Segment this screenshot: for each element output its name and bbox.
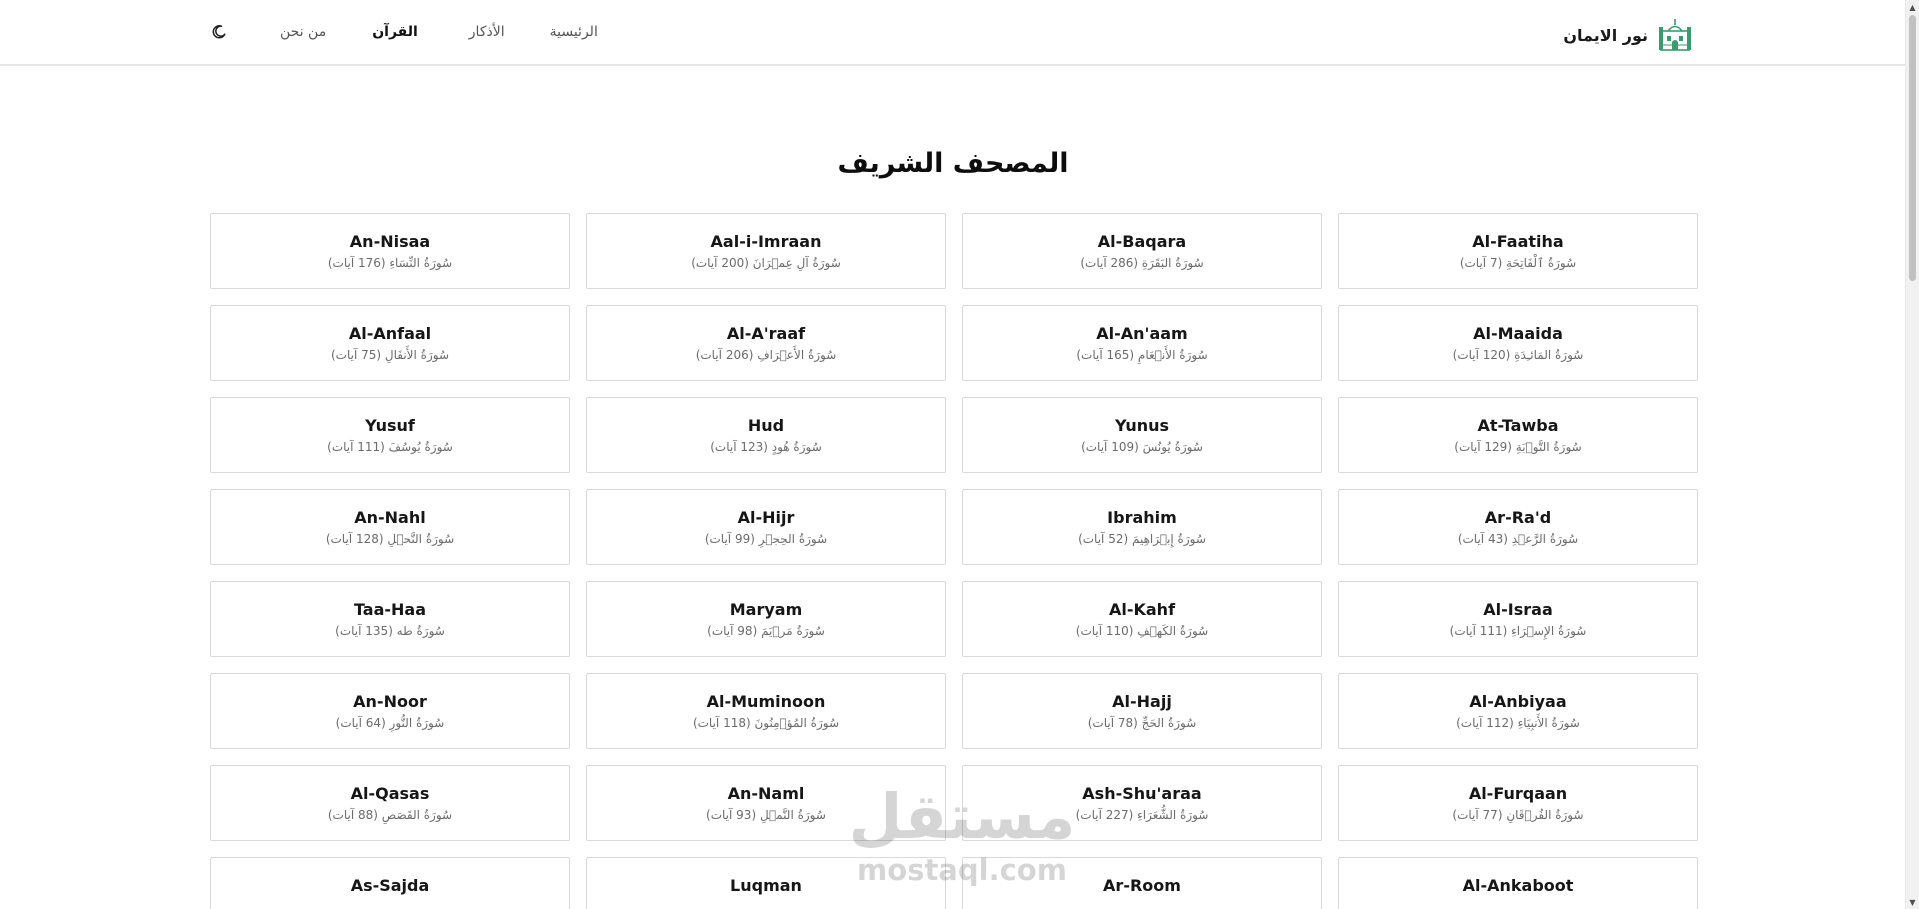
surah-card[interactable]: [1338, 673, 1698, 749]
surah-name: Yunus: [1114, 416, 1170, 435]
surah-name: Yusuf: [365, 416, 415, 435]
surah-name: An-Nahl: [354, 508, 426, 527]
surah-verse-count: سُورَةُ الأَنبِيَاءِ (112 آيات): [1456, 716, 1580, 730]
surah-name: As-Sajda: [350, 876, 430, 895]
surah-verse-count: سُورَةُ التَّوۡبَةِ (129 آيات): [1454, 440, 1582, 454]
surah-card[interactable]: [210, 765, 570, 841]
surah-verse-count: سُورَةُ يُونُسَ (109 آيات): [1081, 440, 1203, 454]
surah-name: Al-Anfaal: [348, 324, 432, 343]
surah-card[interactable]: [962, 213, 1322, 289]
surah-verse-count: سُورَةُ النُّورِ (64 آيات): [335, 716, 445, 730]
surah-card[interactable]: [962, 673, 1322, 749]
surah-verse-count: سُورَةُ آلِ عِمۡرَانَ (200 آيات): [691, 256, 841, 270]
page-scrollbar[interactable]: [1905, 0, 1919, 909]
surah-name: An-Nisaa: [349, 232, 431, 251]
surah-name: Luqman: [730, 876, 802, 895]
surah-card[interactable]: [1338, 489, 1698, 565]
surah-verse-count: سُورَةُ الحَجِّ (78 آيات): [1087, 716, 1197, 730]
surah-verse-count: سُورَةُ الأَنفَالِ (75 آيات): [330, 348, 449, 362]
surah-card[interactable]: [210, 397, 570, 473]
surah-name: Al-A'raaf: [726, 324, 806, 343]
main-nav: [208, 20, 598, 44]
surah-verse-count: سُورَةُ الأَعۡرَافِ (206 آيات): [695, 348, 837, 362]
surah-card[interactable]: [962, 581, 1322, 657]
surah-verse-count: سُورَةُ الشُّعَرَاءِ (227 آيات): [1075, 808, 1209, 822]
nav-link-about[interactable]: من نحن: [280, 24, 327, 40]
nav-link-quran[interactable]: القرآن: [372, 24, 418, 40]
surah-name: An-Naml: [727, 784, 805, 803]
surah-name: Al-Muminoon: [706, 692, 826, 711]
mosque-icon: [1658, 18, 1692, 52]
triangle-up-icon[interactable]: ▲: [1909, 2, 1916, 12]
surah-card[interactable]: [586, 489, 946, 565]
surah-grid: [209, 213, 1698, 909]
surah-verse-count: سُورَةُ المُؤۡمِنُونَ (118 آيات): [692, 716, 840, 730]
surah-verse-count: سُورَةُ النَّحۡلِ (128 آيات): [325, 532, 455, 546]
surah-card[interactable]: [210, 673, 570, 749]
surah-verse-count: سُورَةُ الحِجۡرِ (99 آيات): [704, 532, 828, 546]
surah-card[interactable]: [586, 581, 946, 657]
surah-card[interactable]: [1338, 765, 1698, 841]
surah-verse-count: سُورَةُ النِّسَاءِ (176 آيات): [327, 256, 453, 270]
surah-verse-count: سُورَةُ طه (135 آيات): [335, 624, 445, 638]
surah-name: At-Tawba: [1477, 416, 1559, 435]
surah-card[interactable]: [586, 857, 946, 909]
surah-card[interactable]: [962, 489, 1322, 565]
surah-card[interactable]: [962, 765, 1322, 841]
surah-card[interactable]: [210, 489, 570, 565]
surah-name: Al-Qasas: [350, 784, 430, 803]
surah-card[interactable]: [586, 765, 946, 841]
surah-verse-count: سُورَةُ النَّمۡلِ (93 آيات): [706, 808, 826, 822]
surah-name: Al-Maaida: [1473, 324, 1563, 343]
brand[interactable]: [1563, 18, 1692, 52]
surah-card[interactable]: [586, 397, 946, 473]
surah-name: Al-Anbiyaa: [1469, 692, 1567, 711]
surah-name: Al-Israa: [1483, 600, 1553, 619]
surah-name: Al-Hijr: [737, 508, 795, 527]
surah-card[interactable]: [586, 305, 946, 381]
surah-card[interactable]: [1338, 581, 1698, 657]
surah-name: Ar-Room: [1103, 876, 1181, 895]
triangle-down-icon[interactable]: ▼: [1909, 897, 1916, 907]
page-title: المصحف الشريف: [837, 148, 1069, 179]
surah-name: Hud: [747, 416, 785, 435]
surah-card[interactable]: [210, 213, 570, 289]
surah-verse-count: سُورَةُ المَائـِدَةِ (120 آيات): [1452, 348, 1584, 362]
surah-card[interactable]: [1338, 213, 1698, 289]
surah-verse-count: سُورَةُ الإِسۡرَاءِ (111 آيات): [1449, 624, 1587, 638]
surah-card[interactable]: [1338, 397, 1698, 473]
surah-verse-count: سُورَةُ ٱلْفَاتِحَةِ (7 آيات): [1459, 256, 1577, 270]
surah-verse-count: سُورَةُ إِبۡرَاهِيمَ (52 آيات): [1078, 532, 1206, 546]
surah-verse-count: سُورَةُ الكَهۡفِ (110 آيات): [1075, 624, 1209, 638]
surah-name: Al-Kahf: [1108, 600, 1176, 619]
surah-name: Ash-Shu'araa: [1082, 784, 1202, 803]
top-navbar: [0, 0, 1906, 66]
surah-name: Al-An'aam: [1096, 324, 1188, 343]
surah-verse-count: سُورَةُ يُوسُفَ (111 آيات): [327, 440, 453, 454]
surah-verse-count: سُورَةُ الأَنۡعَامِ (165 آيات): [1076, 348, 1208, 362]
surah-verse-count: سُورَةُ الفُرۡقَانِ (77 آيات): [1452, 808, 1584, 822]
surah-name: Al-Hajj: [1112, 692, 1172, 711]
surah-verse-count: سُورَةُ الرَّعۡدِ (43 آيات): [1457, 532, 1579, 546]
brand-name: نور الايمان: [1563, 25, 1648, 45]
surah-card[interactable]: [1338, 305, 1698, 381]
surah-name: Al-Baqara: [1097, 232, 1187, 251]
surah-name: Taa-Haa: [353, 600, 427, 619]
scrollbar-thumb[interactable]: [1909, 15, 1916, 281]
surah-name: An-Noor: [353, 692, 427, 711]
surah-name: Al-Ankaboot: [1462, 876, 1574, 895]
surah-name: Al-Furqaan: [1468, 784, 1568, 803]
surah-verse-count: سُورَةُ القَصَصِ (88 آيات): [327, 808, 453, 822]
moon-icon: [211, 24, 227, 40]
surah-card[interactable]: [586, 213, 946, 289]
surah-name: Ar-Ra'd: [1484, 508, 1552, 527]
surah-name: Maryam: [729, 600, 803, 619]
surah-verse-count: سُورَةُ هُودٍ (123 آيات): [710, 440, 822, 454]
surah-verse-count: سُورَةُ البَقَرَةِ (286 آيات): [1080, 256, 1204, 270]
surah-card[interactable]: [210, 857, 570, 909]
surah-card[interactable]: [962, 397, 1322, 473]
surah-verse-count: سُورَةُ مَرۡيَمَ (98 آيات): [707, 624, 825, 638]
surah-name: Al-Faatiha: [1472, 232, 1564, 251]
nav-link-home[interactable]: الرئيسية: [549, 24, 598, 40]
surah-name: Ibrahim: [1107, 508, 1177, 527]
surah-card[interactable]: [586, 673, 946, 749]
surah-card[interactable]: [1338, 857, 1698, 909]
surah-card[interactable]: [210, 581, 570, 657]
surah-card[interactable]: [962, 857, 1322, 909]
surah-card[interactable]: [962, 305, 1322, 381]
surah-name: Aal-i-Imraan: [710, 232, 822, 251]
theme-toggle-button[interactable]: [208, 21, 230, 43]
surah-card[interactable]: [210, 305, 570, 381]
nav-link-adhkar[interactable]: الأذكار: [468, 24, 505, 40]
